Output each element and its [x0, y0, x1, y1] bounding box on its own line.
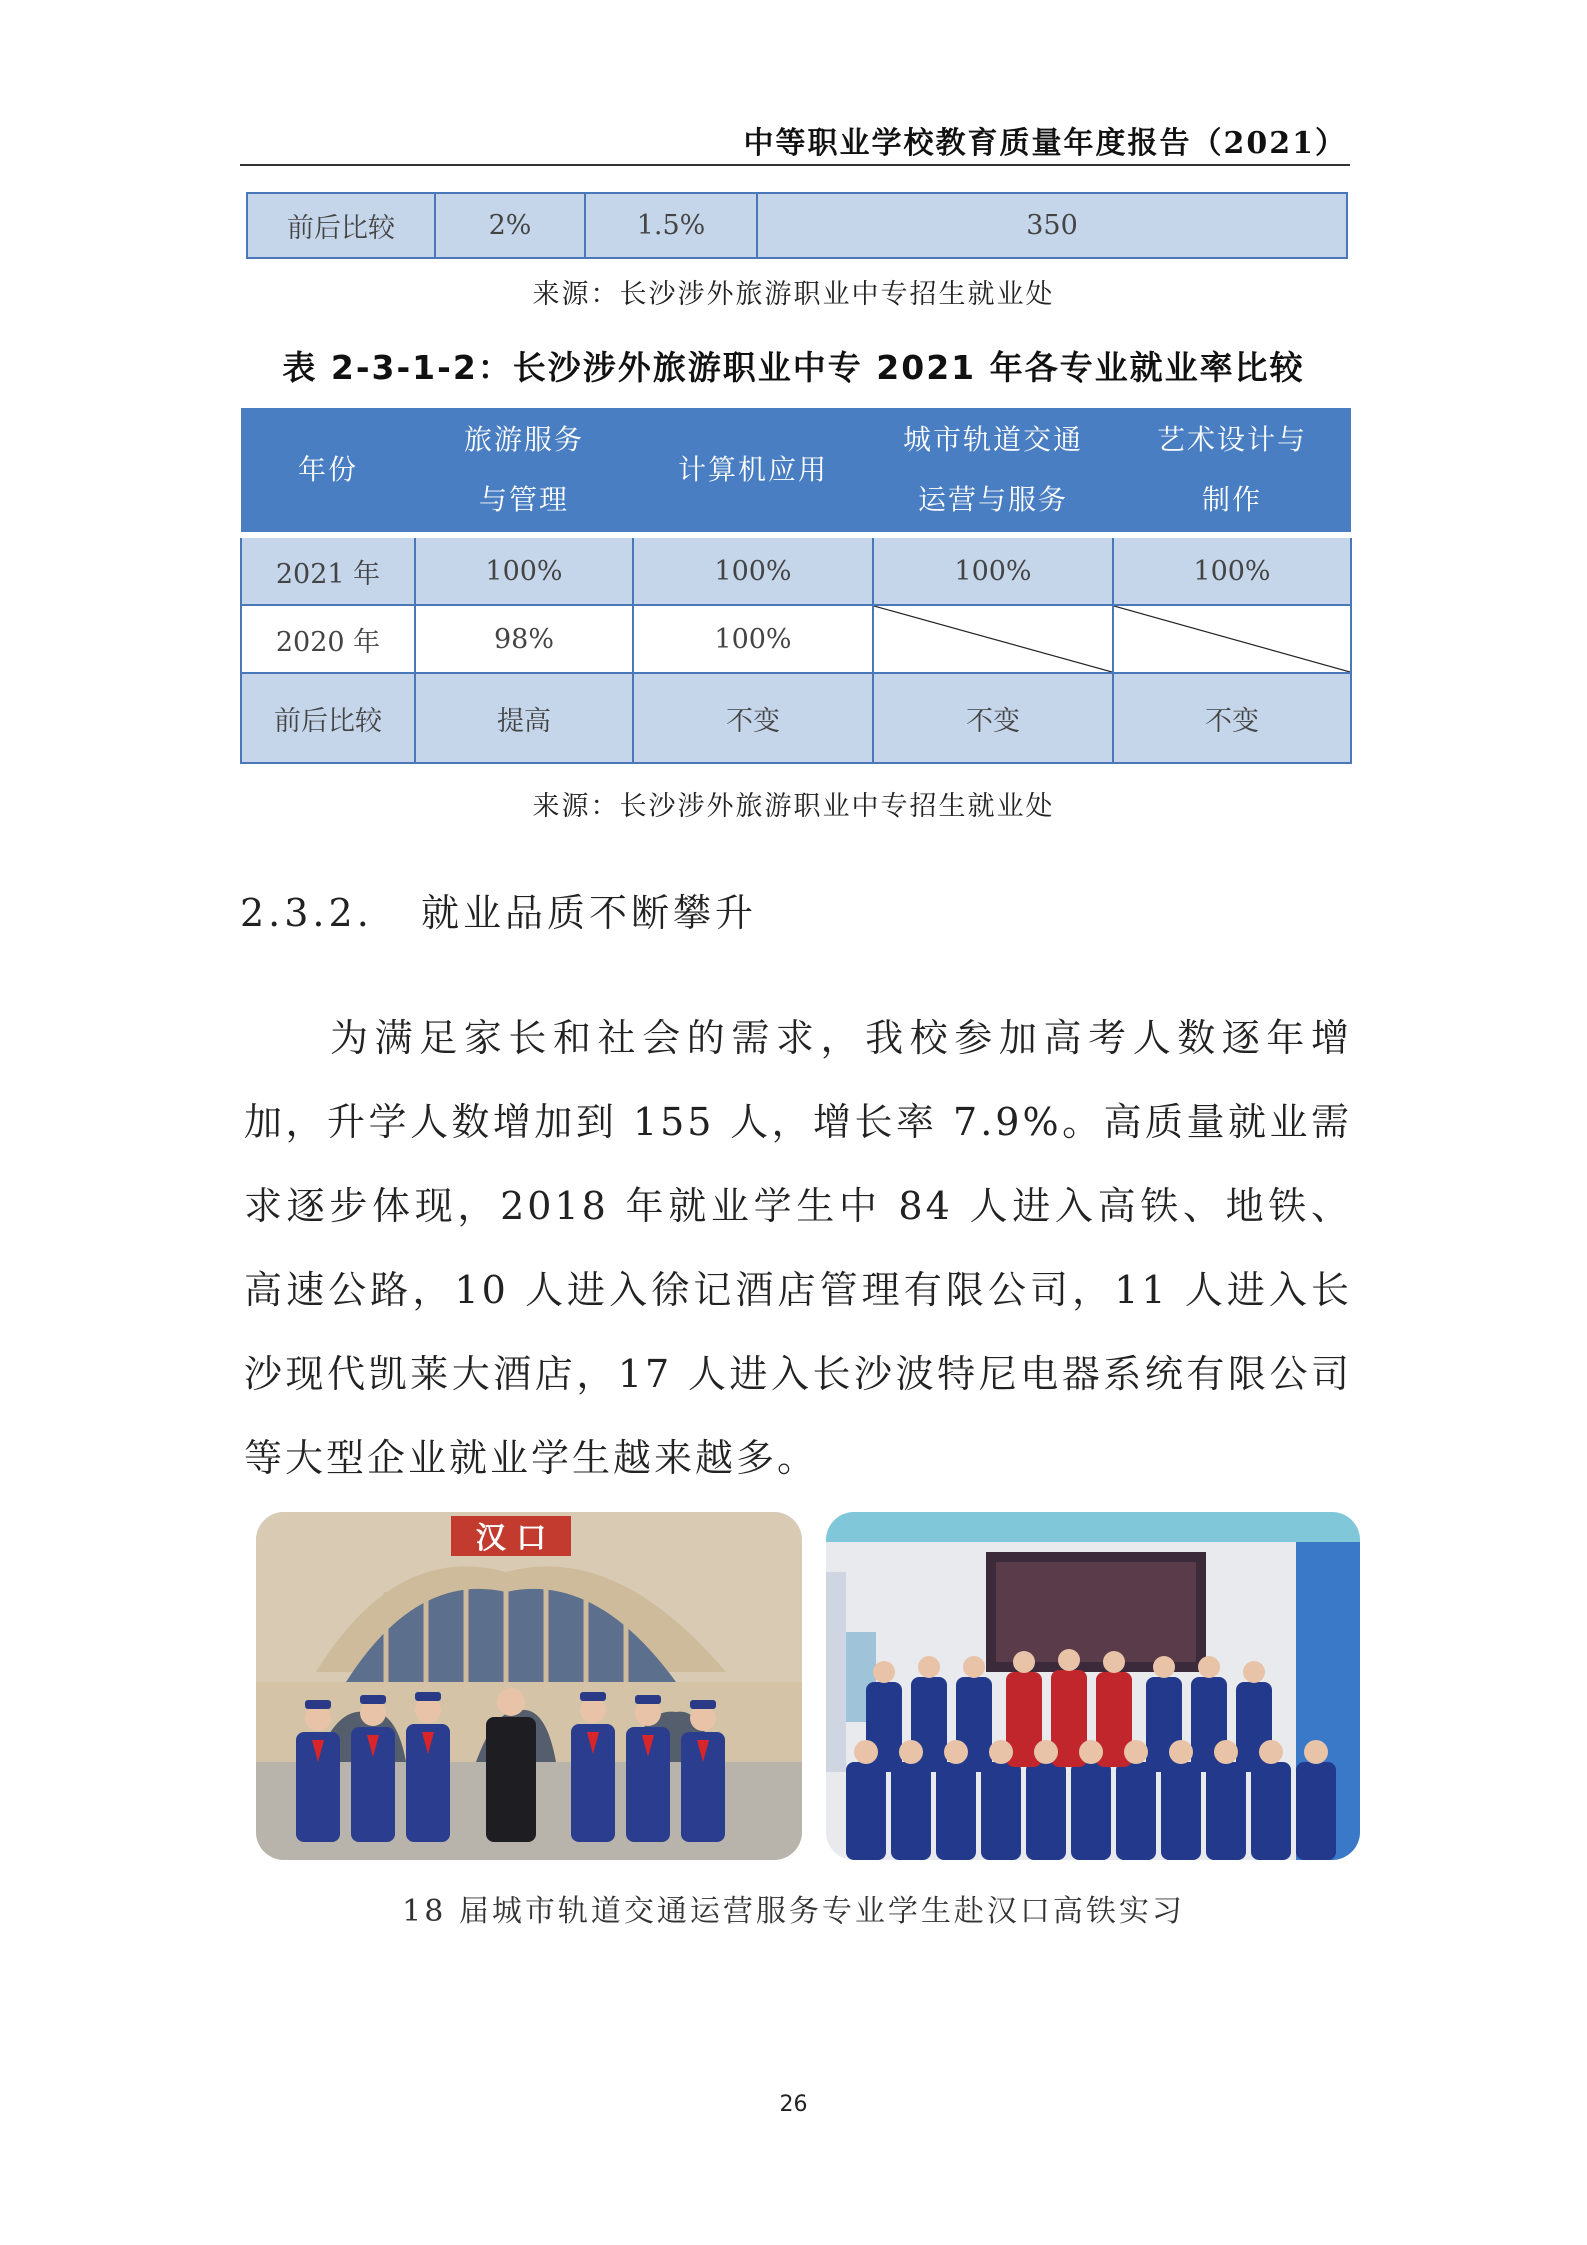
table-row	[241, 673, 1351, 763]
table-row	[241, 535, 1351, 605]
table-row	[241, 605, 1351, 673]
table-row	[247, 193, 1347, 258]
table-cell: 前后比较	[247, 193, 435, 258]
table-cell: 不变	[873, 673, 1113, 763]
employment-rate-table	[240, 408, 1352, 764]
section-heading: 2.3.2. 就业品质不断攀升	[240, 891, 758, 935]
table-source-note: 来源：长沙涉外旅游职业中专招生就业处	[532, 791, 1055, 822]
photo-hankou-station	[256, 1512, 802, 1860]
table-source-note: 来源：长沙涉外旅游职业中专招生就业处	[532, 279, 1055, 310]
table-header-row	[241, 408, 1351, 535]
diagonal-line	[874, 606, 1112, 672]
header-cell-year: 年份	[241, 408, 415, 535]
table-cell: 2%	[435, 193, 585, 258]
table-cell: 1.5%	[585, 193, 757, 258]
table-cell: 98%	[415, 605, 633, 673]
page-number: 26	[779, 2092, 808, 2117]
header-cell-art: 艺术设计与 制作	[1113, 408, 1351, 535]
photo-caption: 18 届城市轨道交通运营服务专业学生赴汉口高铁实习	[402, 1894, 1185, 1929]
table-cell: 前后比较	[241, 673, 415, 763]
table-cell: 不变	[1113, 673, 1351, 763]
header-rule	[240, 164, 1350, 166]
diagonal-line	[1114, 606, 1350, 672]
header-cell-rail: 城市轨道交通 运营与服务	[873, 408, 1113, 535]
header-cell-computer: 计算机应用	[633, 408, 873, 535]
table-title: 表 2-3-1-2：长沙涉外旅游职业中专 2021 年各专业就业率比较	[282, 348, 1305, 387]
body-paragraph: 为满足家长和社会的需求，我校参加高考人数逐年增加，升学人数增加到 155 人，增长率 7.9%。高质量就业需求逐步体现，2018 年就业学生中 84 人进入高铁、地铁、高速公路，10 人进入徐记酒店管理有限公司，11 人进入长沙现代凯莱大酒店，17 人进入长沙波特尼电器系统有限公司等大型企业就业学生越来越多。	[244, 1016, 1352, 1480]
header-cell-tourism: 旅游服务 与管理	[415, 408, 633, 535]
table-cell: 100%	[415, 535, 633, 605]
photo-group-indoor	[826, 1512, 1360, 1860]
table-cell-empty-diagonal	[1113, 605, 1351, 673]
table-cell-empty-diagonal	[873, 605, 1113, 673]
table-cell: 不变	[633, 673, 873, 763]
table-top-fragment	[246, 192, 1348, 259]
table-cell: 100%	[633, 605, 873, 673]
table-cell: 2021 年	[241, 535, 415, 605]
table-cell: 提高	[415, 673, 633, 763]
table-cell: 350	[757, 193, 1347, 258]
station-sign-text: 汉 口	[475, 1521, 547, 1556]
report-header-title: 中等职业学校教育质量年度报告（2021）	[743, 126, 1347, 161]
table-cell: 100%	[633, 535, 873, 605]
table-cell: 100%	[873, 535, 1113, 605]
table-cell: 100%	[1113, 535, 1351, 605]
table-cell: 2020 年	[241, 605, 415, 673]
